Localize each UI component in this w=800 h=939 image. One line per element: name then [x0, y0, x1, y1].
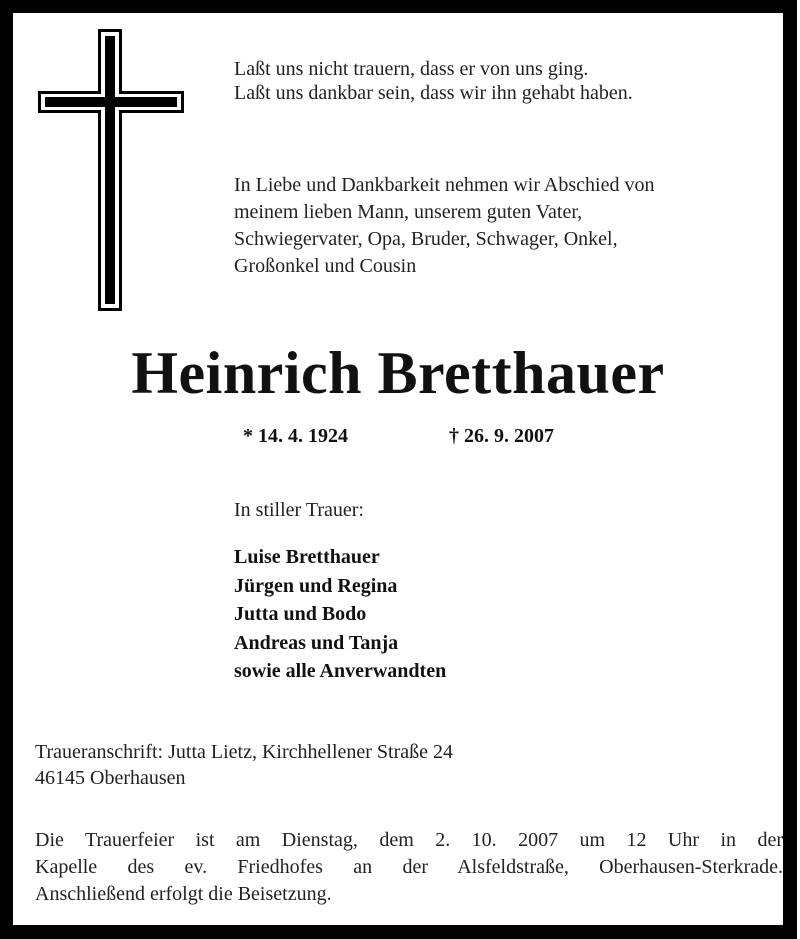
poem-line: Laßt uns dankbar sein, dass wir ihn gehabt haben.	[234, 82, 633, 104]
service-line: Kapelle des ev. Friedhofes an der Alsfeldstraße, Oberhausen-Sterkrade.	[35, 856, 783, 878]
poem-verse	[234, 57, 633, 105]
birth-date: * 14. 4. 1924	[243, 425, 348, 447]
mourner: Jutta und Bodo	[234, 603, 367, 625]
mourning-address	[35, 739, 453, 791]
farewell-line: Großonkel und Cousin	[234, 255, 417, 277]
service-line: Die Trauerfeier ist am Dienstag, dem 2. 10. 2007 um 12 Uhr in der	[35, 829, 783, 851]
mourner: Jürgen und Regina	[234, 574, 398, 597]
mourner: Andreas und Tanja	[234, 631, 399, 654]
farewell-text	[234, 172, 654, 280]
farewell-line: meinem lieben Mann, unserem guten Vater,	[234, 201, 583, 223]
address-line: 46145 Oberhausen	[35, 767, 186, 789]
obituary-notice	[13, 13, 783, 925]
mourner: Luise Bretthauer	[234, 546, 380, 568]
mourners-list	[234, 543, 446, 686]
funeral-service-info	[35, 827, 783, 908]
death-date: † 26. 9. 2007	[449, 425, 554, 447]
poem-line: Laßt uns nicht trauern, dass er von uns ging.	[234, 58, 589, 80]
farewell-line: Schwiegervater, Opa, Bruder, Schwager, Onkel,	[234, 228, 618, 250]
service-line: Anschließend erfolgt die Beisetzung.	[35, 883, 332, 905]
cross-icon	[38, 29, 184, 311]
farewell-line: In Liebe und Dankbarkeit nehmen wir Abschied von	[234, 174, 655, 196]
mourning-label: In stiller Trauer:	[234, 499, 364, 521]
mourner: sowie alle Anverwandten	[234, 660, 447, 682]
address-line: Traueranschrift: Jutta Lietz, Kirchhellener Straße 24	[35, 741, 454, 763]
deceased-name: Heinrich Bretthauer	[131, 340, 665, 406]
